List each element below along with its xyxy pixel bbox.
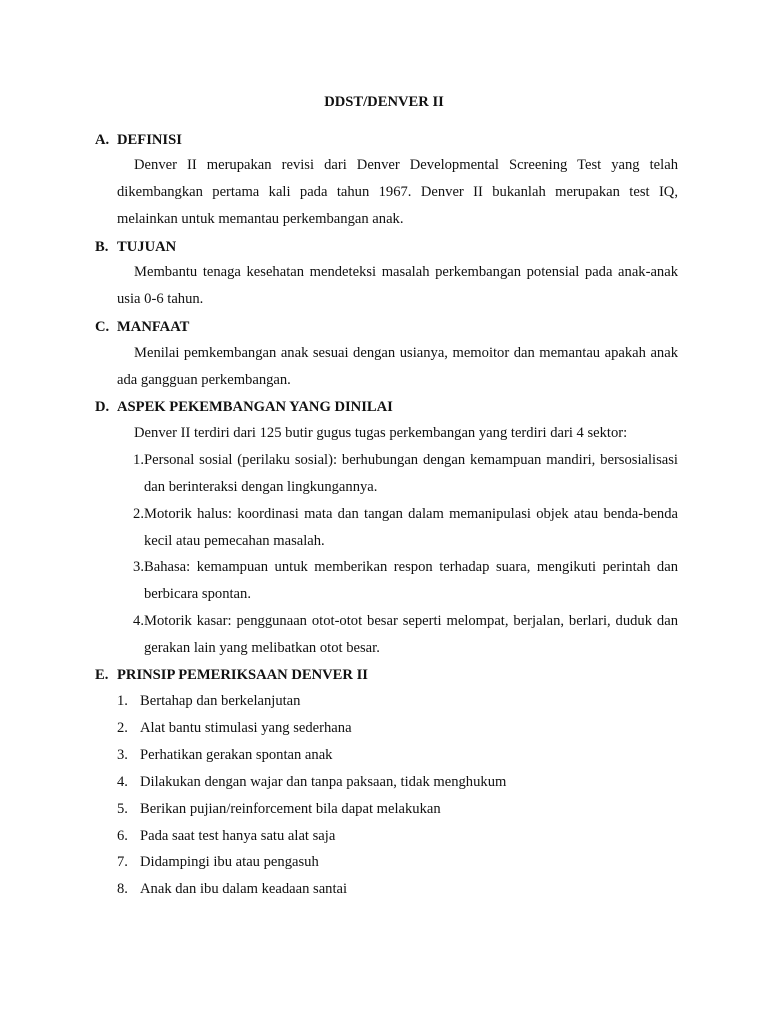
list-item [117, 827, 335, 845]
section-a-heading [95, 131, 182, 149]
list-item-number: 1. [133, 452, 144, 468]
list-item-text: Alat bantu stimulasi yang sederhana [140, 720, 352, 736]
list-item [117, 719, 352, 737]
list-item-number: 3. [117, 747, 128, 763]
list-item-number: 3. [133, 559, 144, 575]
list-item-text: Didampingi ibu atau pengasuh [140, 854, 319, 870]
section-a-body: Denver II merupakan revisi dari Denver Developmental Screening Test yang telah dikembangkan pertama kali pada tahun 1967. Denver II bukanlah merupakan test IQ, melainkan untuk memantau perkembangan anak. [117, 157, 678, 227]
section-c-heading [95, 318, 189, 336]
list-item-text: Motorik kasar: penggunaan otot-otot besar seperti melompat, berjalan, berlari, duduk dan gerakan lain yang melibatkan otot besar. [144, 613, 678, 656]
section-b-body: Membantu tenaga kesehatan mendeteksi masalah perkembangan potensial pada anak-anak usia 0-6 tahun. [117, 264, 678, 307]
section-b-heading [95, 238, 176, 256]
section-b-letter: B. [95, 239, 109, 255]
list-item-number: 1. [117, 693, 128, 709]
list-item-text: Berikan pujian/reinforcement bila dapat melakukan [140, 801, 441, 817]
list-item [117, 501, 678, 555]
section-e-heading [95, 666, 368, 684]
section-c-letter: C. [95, 319, 110, 335]
list-item-text: Bahasa: kemampuan untuk memberikan respon terhadap suara, mengikuti perintah dan berbicara spontan. [144, 559, 678, 602]
list-item-text: Perhatikan gerakan spontan anak [140, 747, 333, 763]
list-item-text: Personal sosial (perilaku sosial): berhubungan dengan kemampuan mandiri, bersosialisasi dan berinteraksi dengan lingkungannya. [144, 452, 678, 495]
section-d-title: ASPEK PEKEMBANGAN YANG DINILAI [117, 399, 393, 415]
list-item [117, 692, 300, 710]
list-item [117, 880, 347, 898]
section-a-letter: A. [95, 132, 110, 148]
section-d-heading [95, 398, 393, 416]
list-item-text: Pada saat test hanya satu alat saja [140, 828, 336, 844]
section-d-intro: Denver II terdiri dari 125 butir gugus tugas perkembangan yang terdiri dari 4 sektor: [134, 425, 628, 441]
section-c-body: Menilai pemkembangan anak sesuai dengan usianya, memoitor dan memantau apakah anak ada gangguan perkembangan. [117, 345, 678, 388]
list-item-number: 4. [117, 774, 128, 790]
list-item-number: 7. [117, 854, 128, 870]
section-b-title: TUJUAN [117, 239, 177, 255]
section-d-letter: D. [95, 399, 110, 415]
list-item-number: 5. [117, 801, 128, 817]
section-a-title: DEFINISI [117, 132, 182, 148]
list-item-number: 2. [133, 506, 144, 522]
list-item [117, 554, 678, 608]
section-c-title: MANFAAT [117, 319, 190, 335]
list-item-number: 8. [117, 881, 128, 897]
list-item [117, 853, 319, 871]
document-title: DDST/DENVER II [324, 94, 444, 110]
section-e-letter: E. [95, 667, 109, 683]
section-e-title: PRINSIP PEMERIKSAAN DENVER II [117, 667, 368, 683]
list-item [117, 773, 506, 791]
list-item [117, 608, 678, 662]
list-item-text: Bertahap dan berkelanjutan [140, 693, 301, 709]
list-item-text: Anak dan ibu dalam keadaan santai [140, 881, 348, 897]
list-item-text: Motorik halus: koordinasi mata dan tangan dalam memanipulasi objek atau benda-benda kecil atau pemecahan masalah. [144, 506, 678, 549]
list-item [117, 447, 678, 501]
list-item [117, 746, 332, 764]
list-item-number: 2. [117, 720, 128, 736]
list-item-text: Dilakukan dengan wajar dan tanpa paksaan, tidak menghukum [140, 774, 507, 790]
list-item-number: 4. [133, 613, 144, 629]
list-item-number: 6. [117, 828, 128, 844]
list-item [117, 800, 441, 818]
